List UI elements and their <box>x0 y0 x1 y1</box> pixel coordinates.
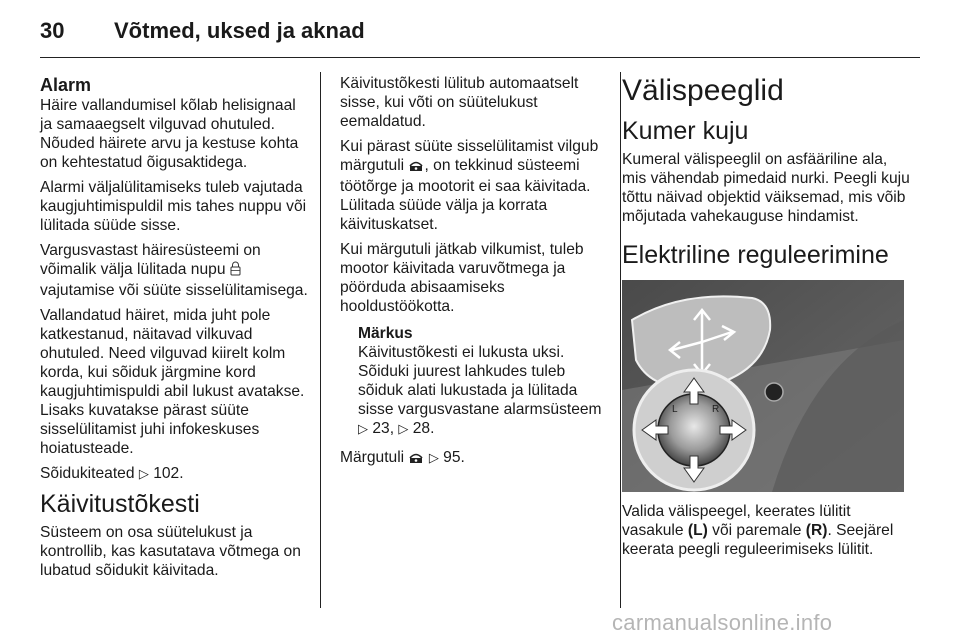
alarm-paragraph-2: Alarmi väljalülitamiseks tuleb vajutada kaugjuhtimispuldil mis tahes nuppu või lülitada süüde sisse. <box>40 179 307 234</box>
note-ref-1[interactable]: 23, <box>372 420 395 437</box>
column-2 <box>340 74 608 475</box>
convex-paragraph: Kumeral välispeeglil on asfääriline ala, mis vähendab pimedaid nurki. Peegli kuju tõttu näivad objektid väiksemad, mis võib mõjutada vahekauguse hindamist. <box>622 151 910 225</box>
column-divider-1 <box>320 72 321 608</box>
col2-p4-text: Märgutuli <box>340 449 405 466</box>
col2-paragraph-1: Käivitustõkesti lülitub automaatselt sisse, kui võti on süütelukust eemaldatud. <box>340 75 579 130</box>
page-reference[interactable]: 102. <box>153 465 184 482</box>
alarm-paragraph-1: Häire vallandumisel kõlab helisignaal ja samaaegselt vilguvad ohutuled. Nõuded häirete arvu ja kestuse kohta on kehtestatud õigusaktidega. <box>40 97 299 171</box>
column-1 <box>40 74 308 586</box>
note-box <box>340 324 608 438</box>
knob-label-l: L <box>672 404 678 415</box>
col2-p4-ref[interactable]: 95. <box>443 449 465 466</box>
page-title: Võtmed, uksed ja aknad <box>114 18 365 43</box>
page-header <box>40 18 365 44</box>
vehicle-messages-link-text: Sõidukiteated <box>40 465 135 482</box>
electric-adjust-heading: Elektriline reguleerimine <box>622 241 889 269</box>
reference-arrow-icon: ▷ <box>138 466 149 481</box>
col2-paragraph-2 <box>340 137 608 234</box>
adjust-text-b: või paremale <box>712 522 802 539</box>
mirror-switch-figure <box>622 280 904 492</box>
immobiliser-warning-icon <box>408 450 424 469</box>
reference-arrow-icon: ▷ <box>358 421 368 436</box>
note-ref-2[interactable]: 28. <box>412 420 435 437</box>
reference-arrow-icon: ▷ <box>398 421 409 436</box>
col2-p2-text-b: , on tekkinud süsteemi töötõrge ja mootorit ei saa käivitada. Lülitada süüde välja ja korrata käivituskatset. <box>340 157 591 233</box>
immobiliser-paragraph-1: Süsteem on osa süütelukust ja kontrollib, kas kasutatava võtmega on lubatud sõidukit käivitada. <box>40 524 301 579</box>
switch-button <box>765 383 783 401</box>
alarm-paragraph-3 <box>40 241 308 300</box>
col2-paragraph-3: Kui märgutuli jätkab vilkumist, tuleb mootor käivitada varuvõtmega ja pöörduda abisaamiseks hooldustöökotta. <box>340 241 584 315</box>
alarm-p3-text-b: vajutamise või süüte sisselülitamisega. <box>40 282 308 299</box>
alarm-heading: Alarm <box>40 75 92 95</box>
col2-p2-text-a: Kui pärast süüte sisselülitamist vilgub märgutuli <box>340 138 599 174</box>
adjust-left-label: (L) <box>687 522 708 539</box>
note-text: Käivitustõkesti ei lukusta uksi. Sõiduki juurest lahkudes tuleb sõiduk alati lukustada ja lülitada sisse vargusvastane alarmsüsteem <box>358 344 602 418</box>
immobiliser-heading: Käivitustõkesti <box>40 490 200 518</box>
mirrors-title: Välispeeglid <box>622 74 784 107</box>
knob-label-r: R <box>712 404 720 415</box>
header-rule <box>40 57 920 58</box>
alarm-paragraph-5 <box>40 464 308 483</box>
watermark: carmanualsonline.info <box>612 610 833 635</box>
column-divider-2 <box>620 72 621 608</box>
adjust-text-a: Valida välispeegel, keerates lülitit vasakule <box>622 503 851 539</box>
alarm-p3-text-a: Vargusvastast häiresüsteemi on võimalik välja lülitada nupu <box>40 242 261 278</box>
adjust-right-label: (R) <box>805 522 828 539</box>
col2-paragraph-4 <box>340 448 608 469</box>
reference-arrow-icon: ▷ <box>428 450 439 465</box>
lock-button-icon <box>230 261 241 281</box>
column-3 <box>622 74 912 565</box>
note-title: Märkus <box>358 325 413 342</box>
convex-heading: Kumer kuju <box>622 117 749 145</box>
alarm-paragraph-4: Vallandatud häiret, mida juht pole katkestanud, näitavad vilkuvad ohutuled. Need vilguvad kiirelt kolm korda, kui sõiduk järgmine kord kaugjuhtimispuldi abil lukust avatakse. Lisaks kuvatakse pärast süüte sisselülitamist juhi infokeskuses hoiatusteade. <box>40 307 305 457</box>
immobiliser-warning-icon <box>408 158 424 177</box>
page-number: 30 <box>40 18 65 43</box>
electric-adjust-paragraph <box>622 502 912 559</box>
adjust-text-c: . Seejärel keerata peegli reguleerimiseks lülitit. <box>622 522 894 558</box>
